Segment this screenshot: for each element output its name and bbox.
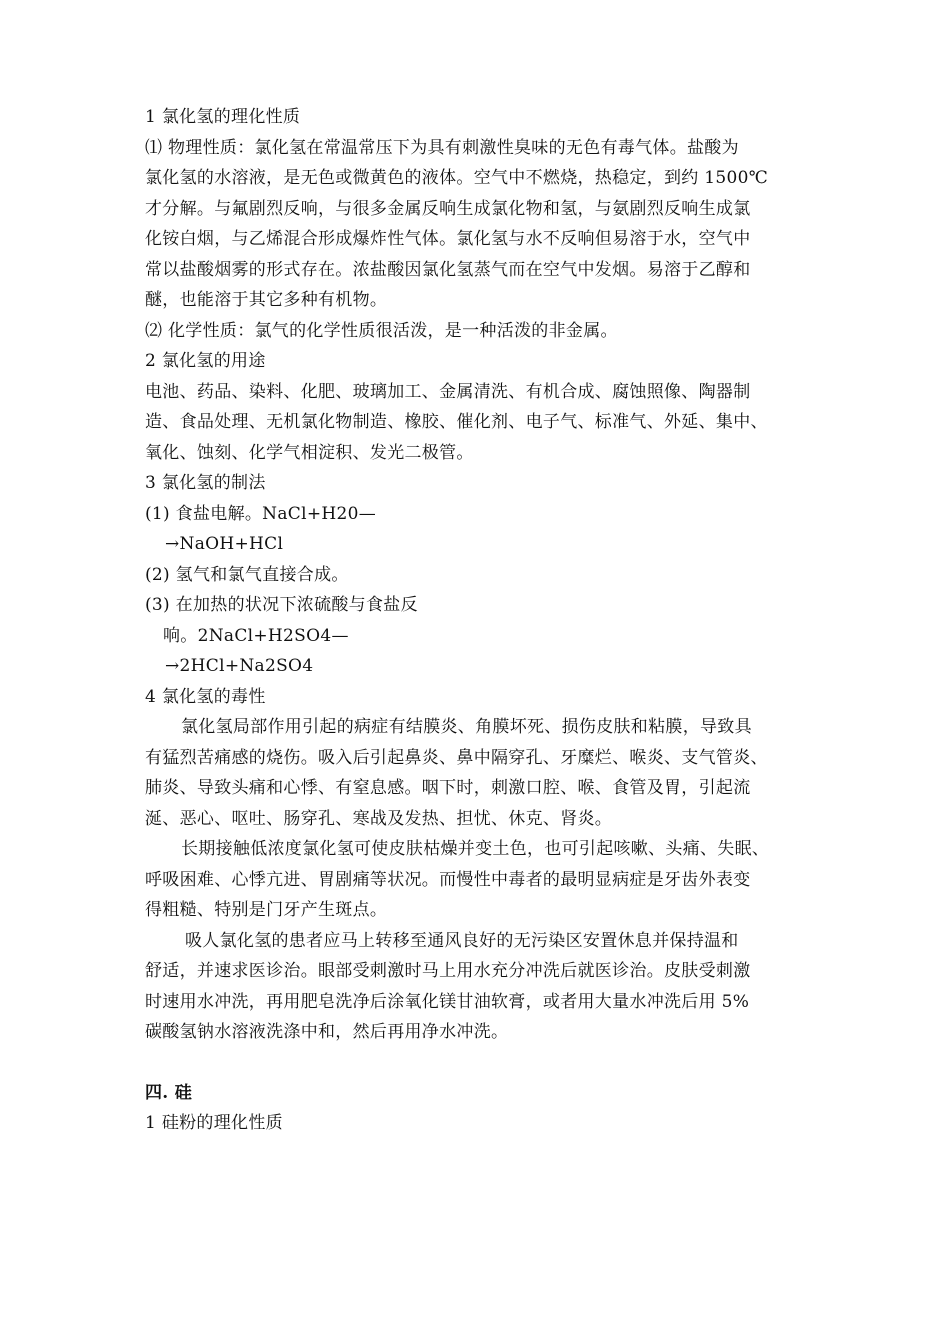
document-page bbox=[145, 102, 835, 1139]
method-2-line: (2) 氢气和氯气直接合成。 bbox=[145, 564, 349, 585]
toxicity-paragraph-2-line: 呼吸困难、心悸亢进、胃剧痛等状况。而慢性中毒者的最明显病症是牙齿外表变 bbox=[145, 869, 751, 890]
uses-line: 造、食品处理、无机氯化物制造、橡胶、催化剂、电子气、标准气、外延、集中、 bbox=[145, 412, 768, 432]
section-4-title: 4 氯化氢的毒性 bbox=[145, 686, 266, 707]
toxicity-paragraph-1-line: 涎、恶心、呕吐、肠穿孔、寒战及发热、担忧、休克、肾炎。 bbox=[145, 808, 613, 829]
method-3-line: (3) 在加热的状况下浓硫酸与食盐反 bbox=[145, 595, 418, 615]
method-1-line: (1) 食盐电解。NaCl+H20— bbox=[145, 503, 377, 524]
toxicity-paragraph-1-line: 肺炎、导致头痛和心悸、有窒息感。咽下时，刺激口腔、喉、食管及胃，引起流 bbox=[145, 778, 751, 798]
paragraph-gap bbox=[145, 1048, 835, 1078]
section-heading-silicon: 四. 硅 bbox=[145, 1082, 193, 1103]
first-aid-paragraph-line: 吸人氯化氢的患者应马上转移至通风良好的无污染区安置休息并保持温和 bbox=[185, 930, 739, 951]
toxicity-paragraph-2-line: 长期接触低浓度氯化氢可使皮肤枯燥并变土色，也可引起咳嗽、头痛、失眠、 bbox=[181, 839, 770, 859]
physical-properties-line: ⑴ 物理性质：氯化氢在常温常压下为具有刺激性臭味的无色有毒气体。盐酸为 bbox=[145, 137, 739, 158]
toxicity-paragraph-1-line: 氯化氢局部作用引起的病症有结膜炎、角膜坏死、损伤皮肤和粘膜，导致具 bbox=[181, 717, 752, 737]
first-aid-paragraph-line: 舒适，并速求医诊治。眼部受刺激时马上用水充分冲洗后就医诊治。皮肤受刺激 bbox=[145, 961, 751, 981]
physical-properties-line: 氯化氢的水溶液，是无色或微黄色的液体。空气中不燃烧，热稳定，到约 1500℃ bbox=[145, 168, 769, 188]
section-2-title: 2 氯化氢的用途 bbox=[145, 351, 266, 371]
section-3-title: 3 氯化氢的制法 bbox=[145, 473, 266, 493]
physical-properties-line: 才分解。与氟剧烈反响，与很多金属反响生成氯化物和氢，与氨剧烈反响生成氯 bbox=[145, 198, 751, 219]
uses-line: 电池、药品、染料、化肥、玻璃加工、金属清洗、有机合成、腐蚀照像、陶器制 bbox=[145, 381, 751, 402]
physical-properties-line: 醚，也能溶于其它多种有机物。 bbox=[145, 290, 388, 310]
uses-line: 氧化、蚀刻、化学气相淀积、发光二极管。 bbox=[145, 442, 474, 463]
chemical-properties-line: ⑵ 化学性质：氯气的化学性质很活泼，是一种活泼的非金属。 bbox=[145, 320, 618, 341]
toxicity-paragraph-1-line: 有猛烈苦痛感的烧伤。吸入后引起鼻炎、鼻中隔穿孔、牙糜烂、喉炎、支气管炎、 bbox=[145, 747, 768, 768]
physical-properties-line: 化铵白烟，与乙烯混合形成爆炸性气体。氯化氢与水不反响但易溶于水，空气中 bbox=[145, 229, 751, 249]
method-3-formula-result: →2HCl+Na2SO4 bbox=[165, 656, 314, 676]
section-1-title: 1 氯化氢的理化性质 bbox=[145, 107, 301, 127]
physical-properties-line: 常以盐酸烟雾的形式存在。浓盐酸因氯化氢蒸气而在空气中发烟。易溶于乙醇和 bbox=[145, 259, 751, 280]
toxicity-paragraph-2-line: 得粗糙、特别是门牙产生斑点。 bbox=[145, 900, 388, 920]
method-1-formula: →NaOH+HCl bbox=[165, 534, 284, 554]
first-aid-paragraph-line: 时速用水冲洗，再用肥皂洗净后涂氧化镁甘油软膏，或者用大量水冲洗后用 5% bbox=[145, 991, 750, 1012]
silicon-properties-title: 1 硅粉的理化性质 bbox=[145, 1113, 283, 1133]
first-aid-paragraph-line: 碳酸氢钠水溶液洗涤中和，然后再用净水冲洗。 bbox=[145, 1022, 509, 1042]
method-3-formula: 响。2NaCl+H2SO4— bbox=[163, 625, 349, 646]
